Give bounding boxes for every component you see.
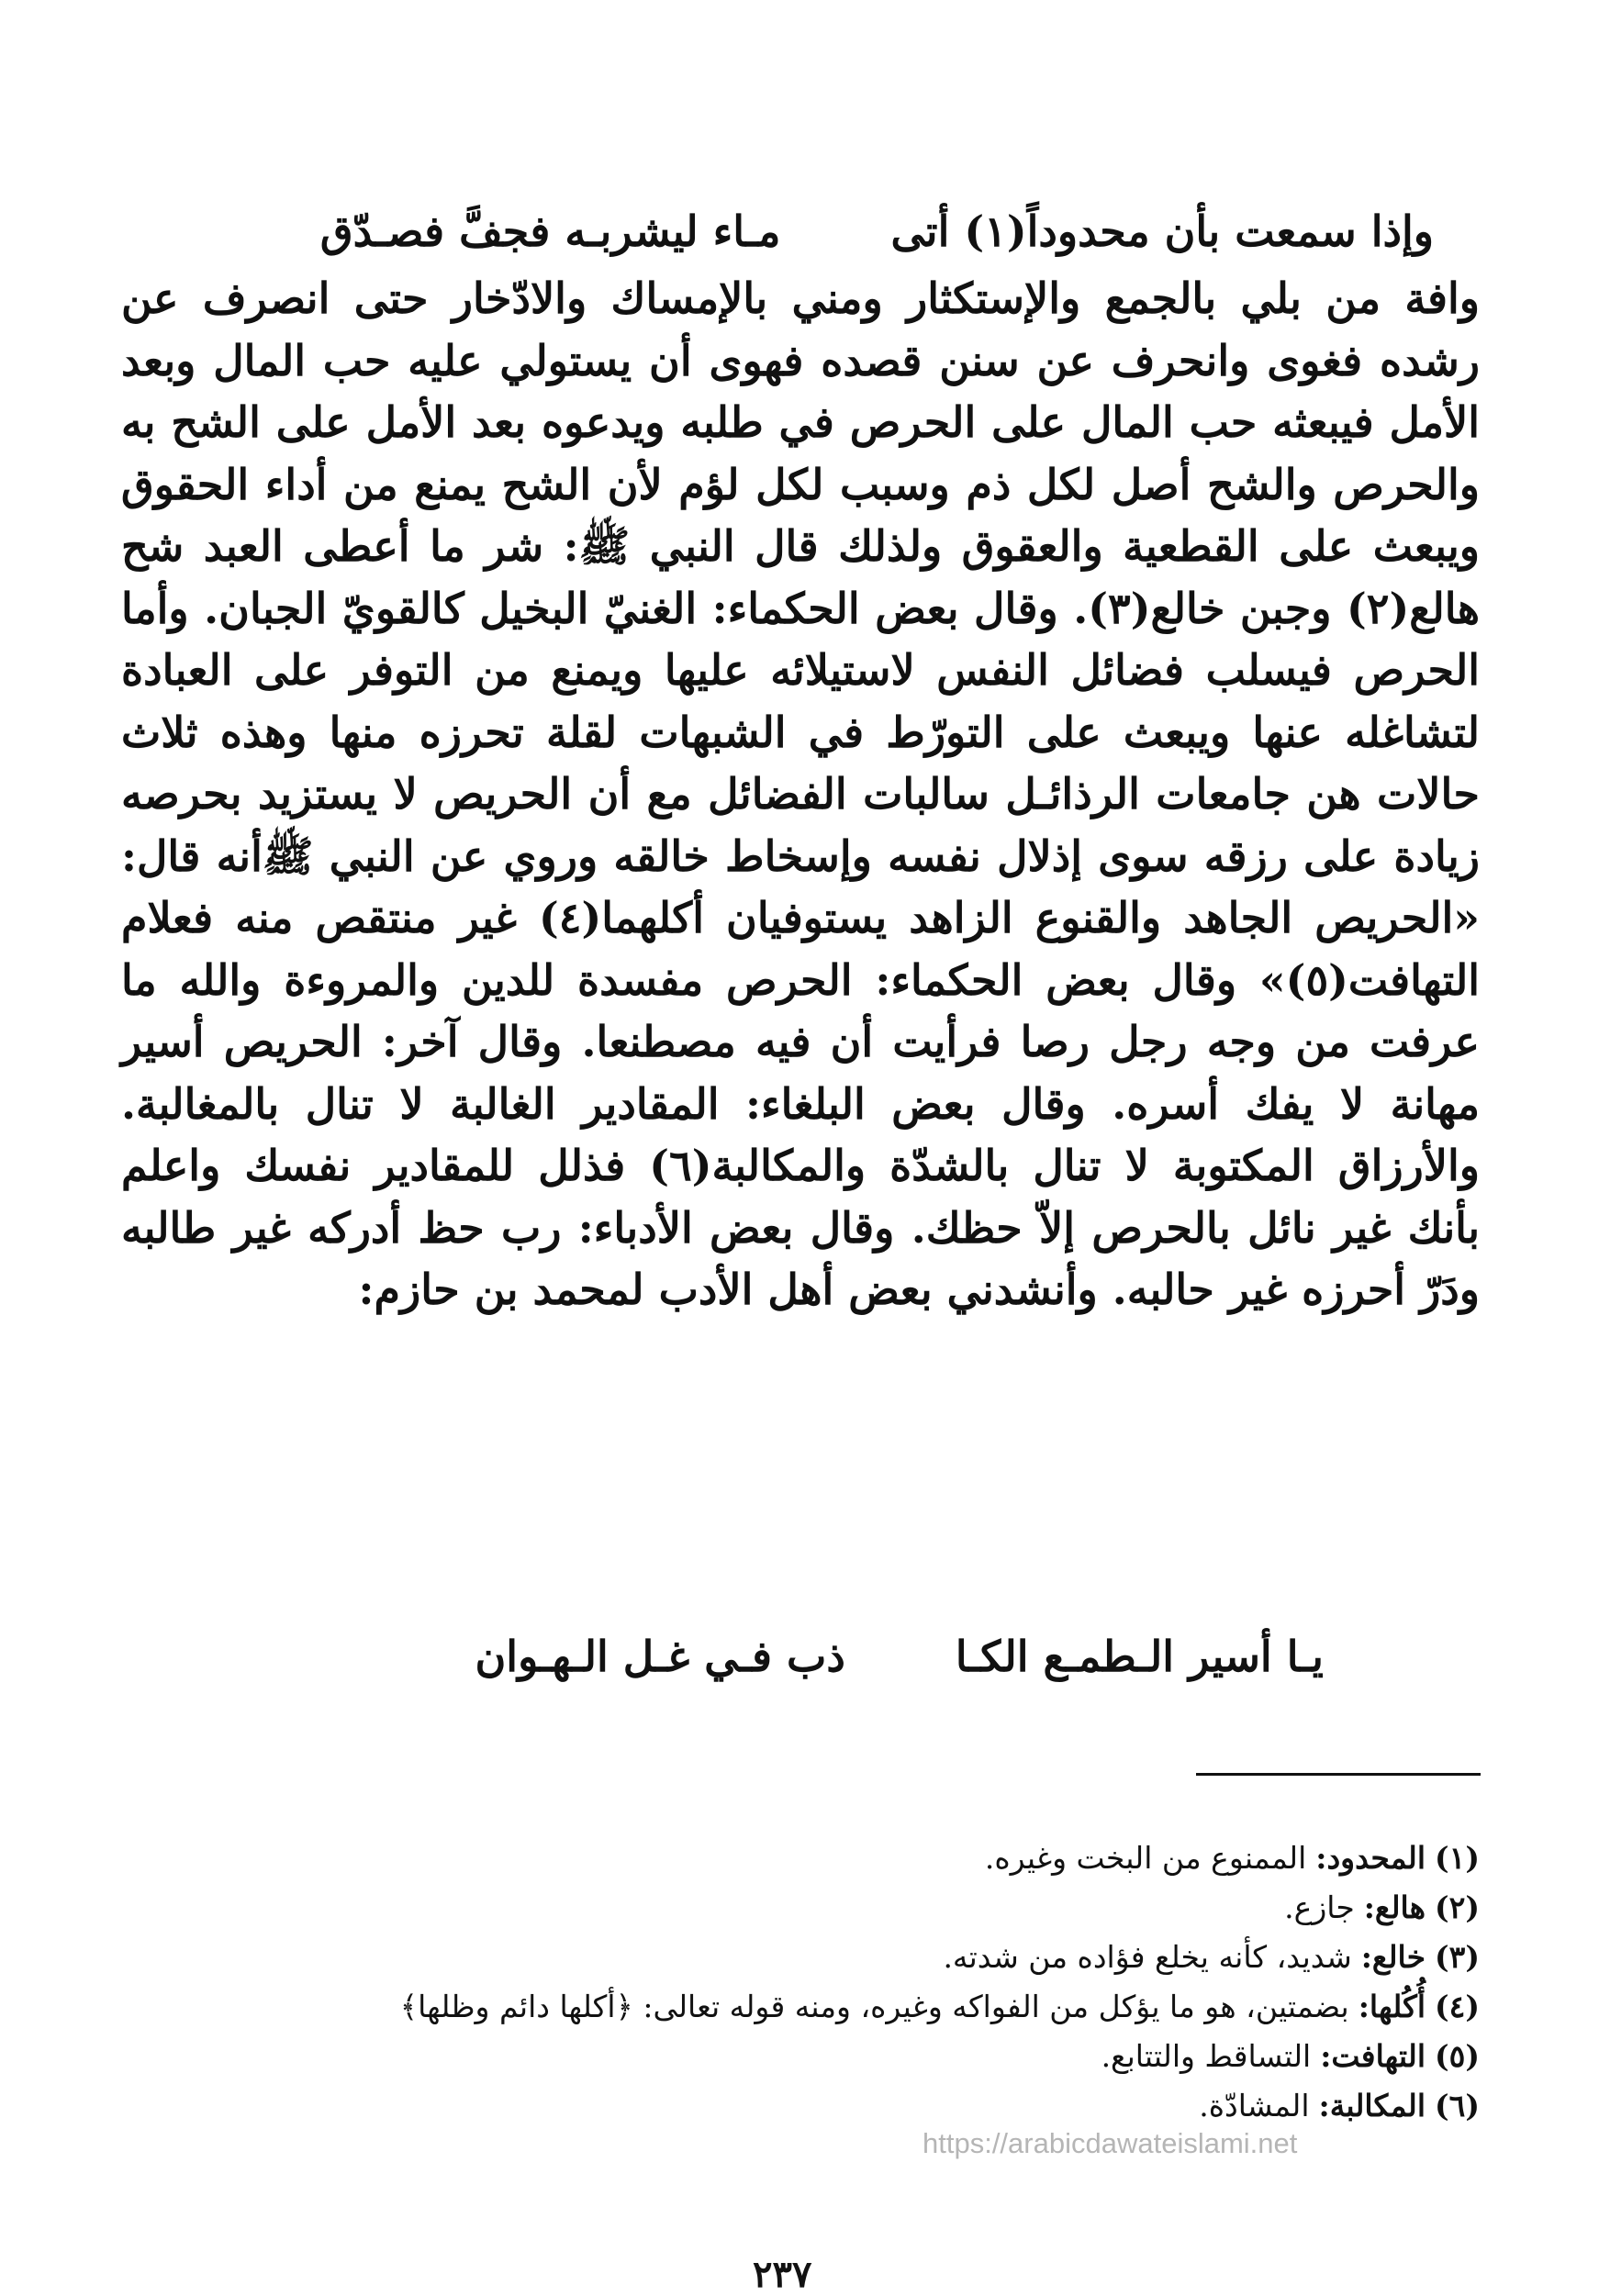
footnote — [103, 1933, 1480, 1982]
footnote-number: (١) — [1435, 1840, 1480, 1876]
footnote-number: (٣) — [1435, 1939, 1480, 1975]
footnote-number: (٦) — [1435, 2088, 1480, 2123]
footnote-number: (٤) — [1435, 1989, 1480, 2024]
footnote-number: (٢) — [1435, 1889, 1480, 1925]
footnote-term: المحدود: — [1315, 1840, 1426, 1876]
footnote-text: جازع. — [1284, 1889, 1355, 1925]
verse-top-first-hemistich: وإذا سمعت بأن محدوداً(١) أتى — [890, 206, 1434, 256]
main-paragraph — [121, 268, 1480, 1321]
footnote — [103, 1833, 1480, 1883]
verse-top — [149, 204, 1434, 259]
footnote-term: هالع: — [1363, 1889, 1426, 1925]
footnote-term: أُكُلها: — [1358, 1989, 1426, 2024]
page-number: ٢٣٧ — [753, 2253, 812, 2296]
footnote-term: المكالبة: — [1318, 2088, 1426, 2123]
footnote-text: التساقط والتتابع. — [1101, 2038, 1312, 2074]
footnote-text: الممنوع من البخت وغيره. — [984, 1840, 1307, 1876]
footnote-text: المشادّة. — [1199, 2088, 1310, 2123]
verse-bottom-first-hemistich: يـا أسير الـطمـع الكـا — [955, 1632, 1324, 1681]
paragraph-text: وافة من بلي بالجمع والإستكثار ومني بالإمساك والادّخار حتى انصرف عن رشده فغوى وانحرف عن سنن قصده فهوى أن يستولي عليه حب المال وبعد الأمل فيبعثه حب المال على الحرص في طلبه ويدعوه بعد الأمل على الشح به والحرص والشح أصل لكل ذم وسبب لكل لؤم لأن الشح يمنع من أداء الحقوق ويبعث على القطعية والعقوق ولذلك قال النبي ﷺ: شر ما أعطى العبد شح هالع(٢) وجبن خالع(٣). وقال بعض الحكماء: الغنيّ البخيل كالقويّ الجبان. وأما الحرص فيسلب فضائل النفس لاستيلائه عليها ويمنع من التوفر على العبادة لتشاغله عنها ويبعث على التورّط في الشبهات لقلة تحرزه منها وهذه ثلاث حالات هن جامعات الرذائـل سالبات الفضائل مع أن الحريص لا يستزيد بحرصه زيادة على رزقه سوى إذلال نفسه وإسخاط خالقه وروي عن النبي ﷺأنه قال: «الحريص الجاهد والقنوع الزاهد يستوفيان أكلهما(٤) غير منتقص منه فعلام التهافت(٥)» وقال بعض الحكماء: الحرص مفسدة للدين والمروءة والله ما عرفت من وجه رجل رصا فرأيت أن فيه مصطنعا. وقال آخر: الحريص أسير مهانة لا يفك أسره. وقال بعض البلغاء: المقادير الغالبة لا تنال بالمغالبة. والأرزاق المكتوبة لا تنال بالشدّة والمكالبة(٦) فذلل للمقادير نفسك واعلم بأنك غير نائل بالحرص إلاّ حظك. وقال بعض الأدباء: رب حظ أدركه غير طالبه ودَرّ أحرزه غير حالبه. وأنشدني بعض أهل الأدب لمحمد بن حازم: — [121, 273, 1480, 1314]
footnote — [103, 2081, 1480, 2131]
footnote-separator — [1196, 1773, 1481, 1776]
footnote — [103, 2032, 1480, 2081]
footnote-text: بضمتين، هو ما يؤكل من الفواكه وغيره، ومنه قوله تعالى: ﴿أكلها دائم وظلها﴾ — [399, 1989, 1349, 2024]
watermark-url: https://arabicdawateislami.net — [922, 2127, 1298, 2159]
footnotes — [103, 1833, 1480, 2131]
footnote-text: شديد، كأنه يخلع فؤاده من شدته. — [943, 1939, 1352, 1975]
footnote — [103, 1982, 1480, 2032]
footnote-number: (٥) — [1435, 2038, 1480, 2074]
verse-top-second-hemistich: مـاء ليشربـه فجفَّ فصـدّق — [319, 206, 781, 256]
footnote-term: خالع: — [1360, 1939, 1426, 1975]
footnote-term: التهافت: — [1320, 2038, 1426, 2074]
footnote — [103, 1883, 1480, 1933]
verse-bottom — [39, 1629, 1324, 1684]
verse-bottom-second-hemistich: ذب فـي غـل الـهـوان — [475, 1632, 845, 1681]
